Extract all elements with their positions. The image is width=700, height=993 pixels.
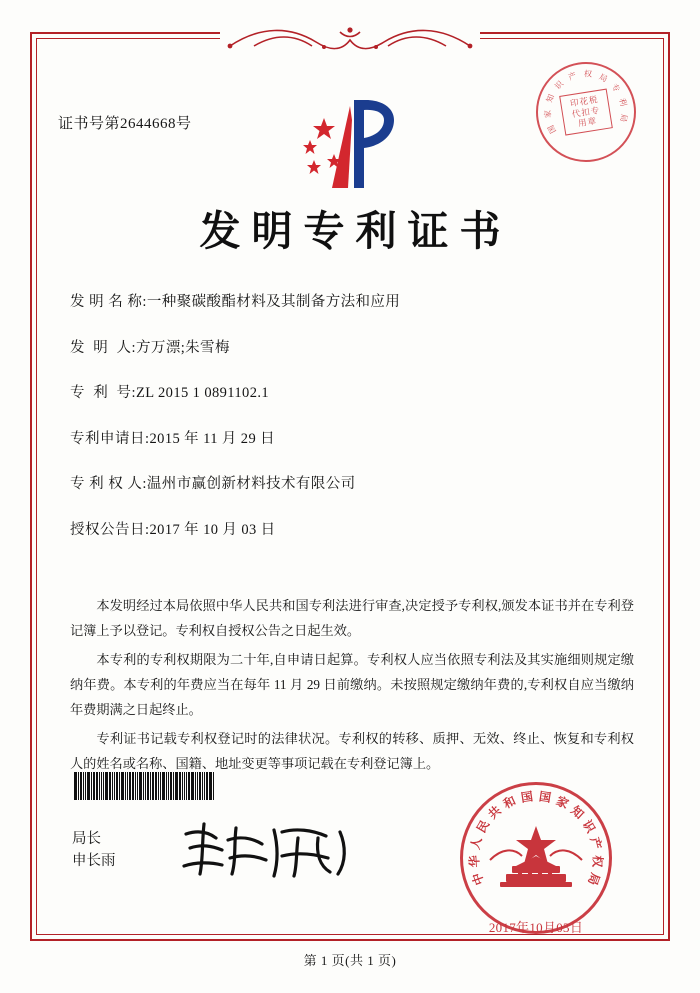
page-footer: 第 1 页(共 1 页) (303, 953, 397, 968)
barcode (74, 772, 234, 800)
field-value: ZL 2015 1 0891102.1 (136, 385, 270, 401)
field-value: 2015 年 11 月 29 日 (149, 430, 276, 447)
page-title: 发明专利证书 (199, 207, 512, 255)
field-grant-date (70, 518, 630, 539)
tax-stamp-line1: 印花税 (569, 94, 600, 109)
field-invention-name (70, 290, 630, 311)
seal-date: 2017年10月03日 (488, 920, 584, 935)
fields-section (70, 290, 630, 563)
signature-block (72, 828, 116, 873)
official-seal (460, 782, 612, 934)
body-text (70, 593, 634, 779)
tax-stamp-line2: 代扣专用章 (571, 104, 601, 129)
field-value: 2017 年 10 月 03 日 (149, 521, 276, 538)
cnipa-logo-icon (290, 96, 410, 192)
certificate-number: 证书号第2644668号 (58, 116, 192, 132)
field-value: 温州市赢创新材料技术有限公司 (146, 476, 356, 492)
signature-name: 申长雨 (72, 853, 116, 870)
tax-stamp-ring-text: 国 家 知 识 产 权 局 专 利 局 (543, 69, 629, 135)
field-label: 专利申请日: (70, 430, 150, 447)
field-patentee (70, 472, 630, 493)
seal-ring-text: 中 华 人 民 共 和 国 国 家 知 识 产 权 局 (467, 789, 605, 888)
field-label: 授权公告日: (70, 521, 150, 538)
field-value: 一种聚碳酸酯材料及其制备方法和应用 (146, 294, 401, 310)
field-label: 专 利 号: (70, 385, 137, 401)
field-label: 专 利 权 人: (70, 476, 147, 492)
field-value: 方万漂;朱雪梅 (136, 339, 230, 356)
field-patent-number (70, 381, 630, 402)
tax-stamp-inner (559, 89, 613, 136)
handwritten-signature (178, 816, 358, 886)
signature-title: 局长 (72, 831, 101, 847)
field-label: 发 明 人: (70, 339, 137, 356)
body-paragraph-3: 专利证书记载专利权登记时的法律状况。专利权的转移、质押、无效、终止、恢复和专利权人的姓名或名称、国籍、地址变更等事项记载在专利登记簿上。 (70, 730, 634, 772)
field-label: 发 明 名 称: (70, 294, 147, 310)
ornament-decoration (220, 24, 480, 58)
field-inventor (70, 336, 630, 357)
body-paragraph-1: 本发明经过本局依照中华人民共和国专利法进行审查,决定授予专利权,颁发本证书并在专利登记簿上予以登记。专利权自授权公告之日起生效。 (70, 598, 634, 639)
field-application-date (70, 427, 630, 448)
body-paragraph-2: 本专利的专利权期限为二十年,自申请日起算。专利权人应当依照专利法及其实施细则规定缴纳年费。本专利的年费应当在每年 11 月 29 日前缴纳。未按照规定缴纳年费的,专利权自应当缴纳年费期满之日起终止。 (70, 651, 634, 718)
tax-stamp (529, 55, 643, 169)
